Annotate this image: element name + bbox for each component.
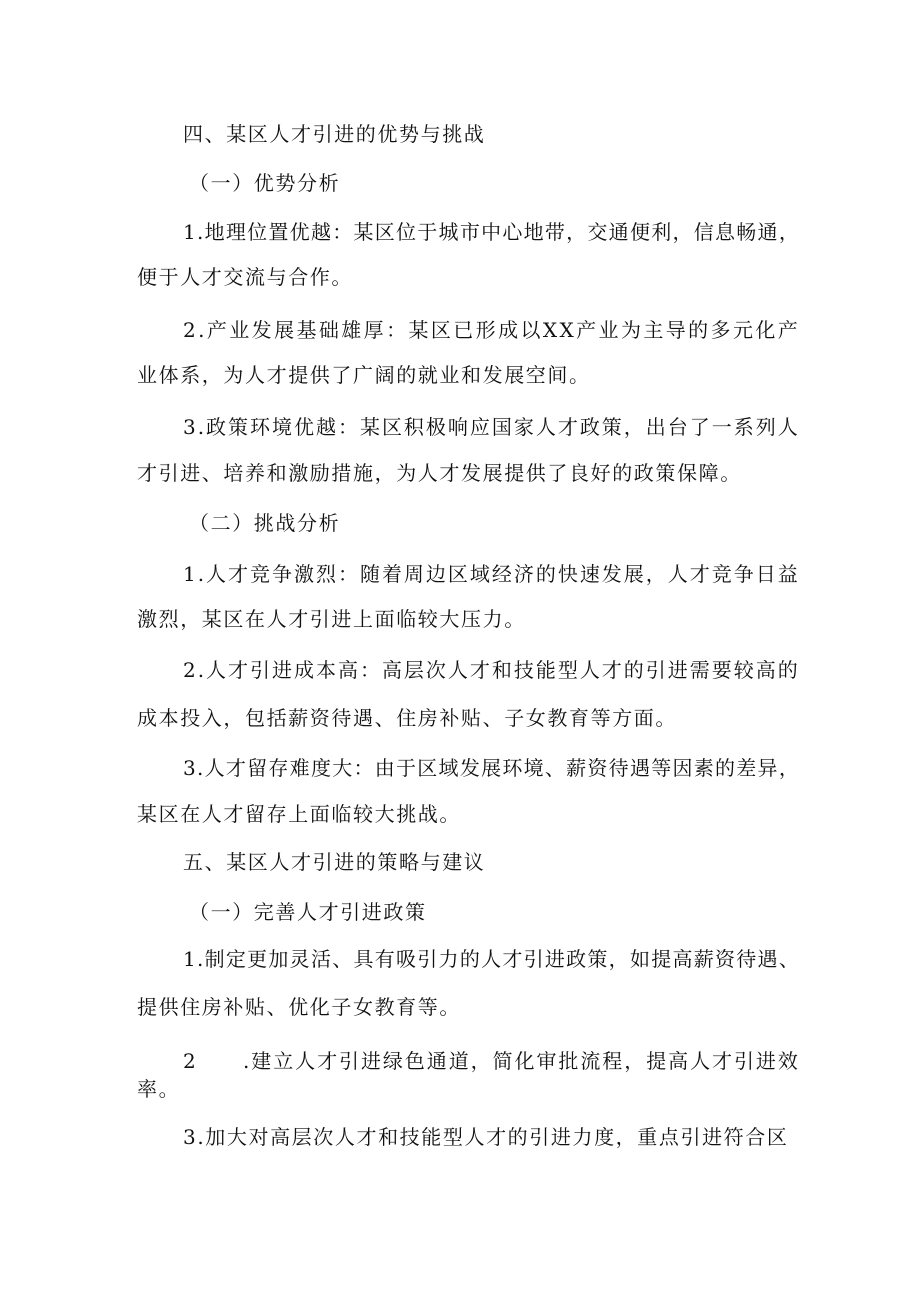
paragraph-line: 1.制定更加灵活、具有吸引力的人才引进政策，如提高薪资待遇、 xyxy=(183,947,801,971)
subsection-heading: （二）挑战分析 xyxy=(189,511,341,535)
paragraph-line: 才引进、培养和激励措施，为人才发展提供了良好的政策保障。 xyxy=(137,461,742,485)
paragraph-line: 3.人才留存难度大：由于区域发展环境、薪资待遇等因素的差异， xyxy=(183,756,801,780)
paragraph-line: 2.人才引进成本高：高层次人才和技能型人才的引进需要较高的 xyxy=(183,658,800,682)
paragraph-line: 业体系，为人才提供了广阔的就业和发展空间。 xyxy=(137,363,591,387)
paragraph-line: 率。 xyxy=(137,1077,181,1101)
subsection-heading: （一）优势分析 xyxy=(189,171,341,195)
paragraph-line: 成本投入，包括薪资待遇、住房补贴、子女教育等方面。 xyxy=(137,706,677,730)
subsection-heading: （一）完善人才引进政策 xyxy=(189,900,427,924)
paragraph-line: .建立人才引进绿色通道，简化审批流程，提高人才引进效 xyxy=(243,1049,800,1073)
section-heading: 五、某区人才引进的策略与建议 xyxy=(183,850,486,874)
paragraph-line: 1.地理位置优越：某区位于城市中心地带，交通便利，信息畅通， xyxy=(183,220,801,244)
paragraph-line: 提供住房补贴、优化子女教育等。 xyxy=(137,995,461,1019)
paragraph-line: 3.政策环境优越：某区积极响应国家人才政策，出台了一系列人 xyxy=(183,415,800,439)
paragraph-line: 2.产业发展基础雄厚：某区已形成以XX产业为主导的多元化产 xyxy=(183,318,801,342)
paragraph-line: 激烈，某区在人才引进上面临较大压力。 xyxy=(137,607,526,631)
paragraph-line: 某区在人才留存上面临较大挑战。 xyxy=(137,802,461,826)
paragraph-line: 3.加大对高层次人才和技能型人才的引进力度，重点引进符合区 xyxy=(183,1125,789,1149)
paragraph-line: 1.人才竞争激烈：随着周边区域经济的快速发展，人才竞争日益 xyxy=(183,562,800,586)
section-heading: 四、某区人才引进的优势与挑战 xyxy=(183,122,486,146)
list-number: 2 xyxy=(183,1049,198,1073)
paragraph-line: 便于人才交流与合作。 xyxy=(137,265,353,289)
